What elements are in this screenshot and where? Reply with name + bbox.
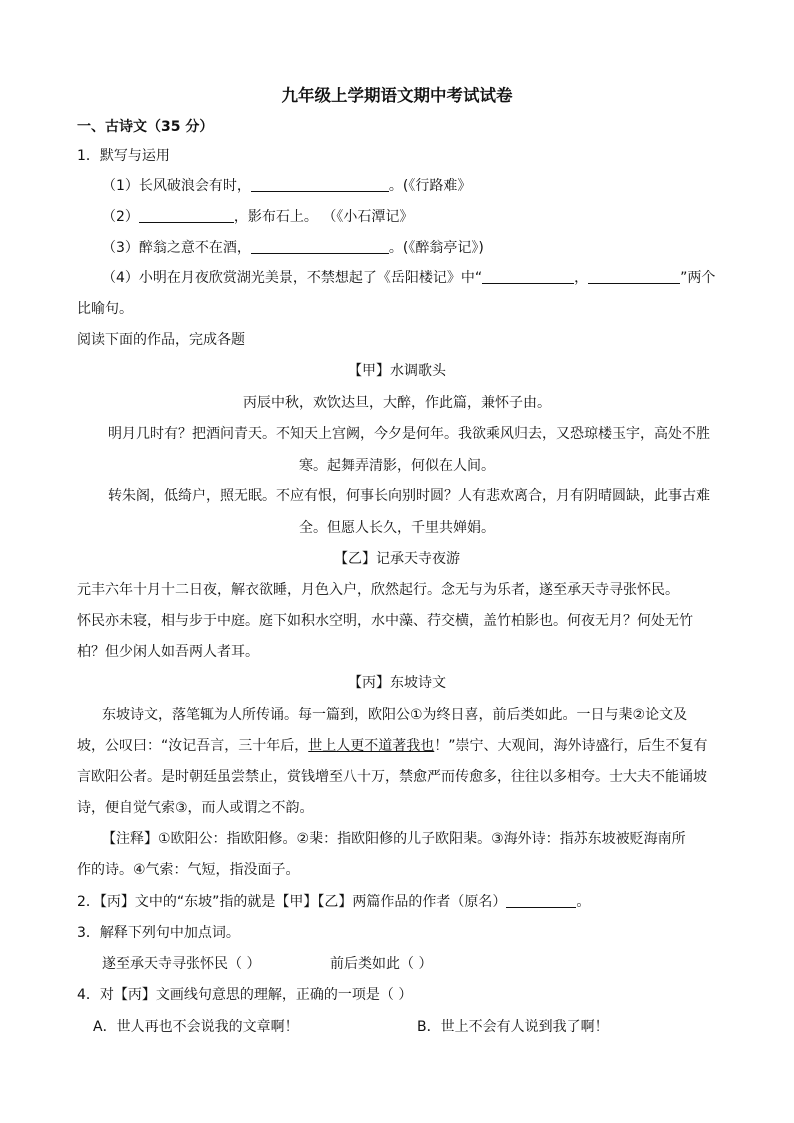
section-heading: 一、古诗文（35 分） — [77, 119, 214, 135]
jia-line: 寒。起舞弄清影，何似在人间。 — [299, 458, 495, 474]
bing-line: 坡，公叹曰：“汝记吾言，三十年后，世上人更不道著我也！”崇宁、大观间，海外诗盛行，后生不复有 — [77, 738, 708, 754]
yi-line: 柏？但少闲人如吾两人者耳。 — [77, 644, 259, 660]
question-3-item-1: 遂至承天寺寻张怀民（ ） — [102, 956, 261, 972]
question-1-item-3: （3）醉翁之意不在酒， 。(《醉翁亭记》) — [102, 240, 484, 256]
page-title: 九年级上学期语文期中考试试卷 — [281, 86, 513, 105]
question-1-item-1: （1）长风破浪会有时， 。(《行路难》 — [102, 178, 472, 194]
yi-heading: 【乙】记承天寺夜游 — [334, 551, 460, 567]
question-1-item-4-cont: 比喻句。 — [77, 301, 133, 317]
underlined-sentence: 世上人更不道著我也 — [308, 738, 435, 754]
option-a[interactable]: A．世人再也不会说我的文章啊！ — [93, 1019, 299, 1035]
jia-line: 全。但愿人长久，千里共婵娟。 — [299, 520, 495, 536]
question-1-item-4: （4）小明在月夜欣赏湖光美景，不禁想起了《岳阳楼记》中“ ， ”两个 — [102, 270, 716, 286]
answer-blank[interactable] — [588, 269, 680, 284]
bing-line: 诗，便自觉气索③，而人或谓之不韵。 — [77, 800, 314, 816]
bing-heading: 【丙】东坡诗文 — [348, 675, 446, 691]
annotation-line: 作的诗。④气索：气短，指没面子。 — [77, 862, 300, 878]
answer-blank[interactable] — [506, 893, 576, 908]
question-1-label: 1．默写与运用 — [77, 148, 170, 164]
reading-intro: 阅读下面的作品，完成各题 — [77, 332, 245, 348]
jia-preface: 丙辰中秋，欢饮达旦，大醉，作此篇，兼怀子由。 — [243, 395, 551, 411]
question-4-label: 4．对【丙】文画线句意思的理解，正确的一项是（ ） — [77, 987, 413, 1003]
answer-blank[interactable] — [251, 239, 389, 254]
question-3-item-2: 前后类如此（ ） — [330, 956, 433, 972]
question-3-label: 3．解释下列句中加点词。 — [77, 925, 240, 941]
jia-heading: 【甲】水调歌头 — [348, 363, 446, 379]
bing-line: 言欧阳公者。是时朝廷虽尝禁止，赏钱增至八十万，禁愈严而传愈多，往往以多相夸。士大夫不能诵坡 — [77, 769, 707, 785]
question-1-item-2: （2） ，影布石上。 （《小石潭记》 — [102, 209, 414, 225]
yi-line: 怀民亦未寝，相与步于中庭。庭下如积水空明，水中藻、荇交横，盖竹柏影也。何夜无月？何处无竹 — [77, 613, 693, 629]
answer-blank[interactable] — [139, 208, 234, 223]
annotation-line: 【注释】①欧阳公：指欧阳修。②棐：指欧阳修的儿子欧阳棐。③海外诗：指苏东坡被贬海南所 — [102, 831, 686, 847]
question-2: 2．【丙】文中的“东坡”指的就是【甲】【乙】两篇作品的作者（原名） 。 — [77, 894, 591, 910]
jia-line: 转朱阁，低绮户，照无眠。不应有恨，何事长向别时圆？人有悲欢离合，月有阴晴圆缺，此事古难 — [108, 488, 710, 504]
bing-line: 东坡诗文，落笔辄为人所传诵。每一篇到，欧阳公①为终日喜，前后类如此。一日与棐②论文及 — [102, 707, 688, 723]
yi-line: 元丰六年十月十二日夜，解衣欲睡，月色入户，欣然起行。念无与为乐者，遂至承天寺寻张怀民。 — [77, 582, 679, 598]
answer-blank[interactable] — [251, 177, 389, 192]
jia-line: 明月几时有？把酒问青天。不知天上宫阙，今夕是何年。我欲乘风归去，又恐琼楼玉宇，高处不胜 — [108, 426, 710, 442]
option-b[interactable]: B．世上不会有人说到我了啊！ — [417, 1019, 609, 1035]
answer-blank[interactable] — [482, 269, 574, 284]
